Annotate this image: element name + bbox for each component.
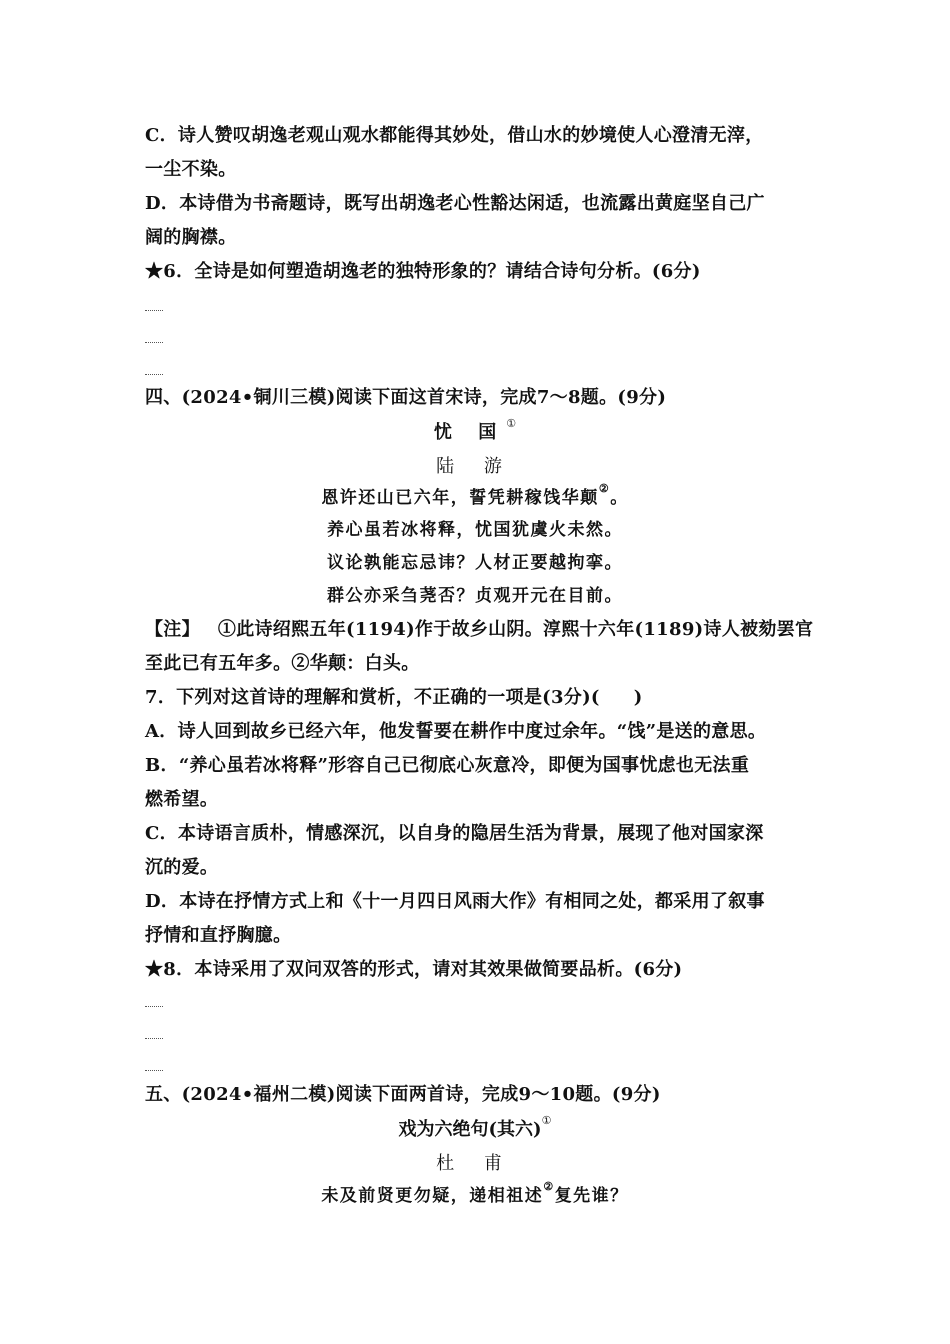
footnote-mark: ① xyxy=(506,417,517,430)
option-d-cont: 阔的胸襟。 xyxy=(145,227,237,248)
poem-line xyxy=(0,482,950,510)
question-7-text: 7．下列对这首诗的理解和赏析，不正确的一项是(3分)( xyxy=(145,687,600,708)
section-4-heading: 四、(2024•铜川三模)阅读下面这首宋诗，完成7～8题。(9分) xyxy=(145,387,667,408)
note-cont: 至此已有五年多。②华颠：白头。 xyxy=(145,653,420,674)
option-b-line: B．“养心虽若冰将释”形容自己已彻底心灰意冷，即便为国事忧虑也无法重 xyxy=(145,755,750,776)
poem-title: 忧 国 xyxy=(433,422,507,443)
answer-line[interactable] xyxy=(145,372,163,375)
answer-line[interactable] xyxy=(145,308,163,311)
poem-line-text: 群公亦采刍荛否？贞观开元在目前。 xyxy=(327,586,623,606)
poem-line-end: 。 xyxy=(610,488,629,508)
question-7-close: ) xyxy=(633,687,643,708)
poem-line-text: 养心虽若冰将释，忧国犹虞火未然。 xyxy=(327,520,623,540)
poem-title-block xyxy=(0,417,950,445)
poem-line-text: 恩许还山已六年，誓凭耕稼饯华颠 xyxy=(321,488,599,508)
answer-line[interactable] xyxy=(145,340,163,343)
option-c-cont: 一尘不染。 xyxy=(145,159,237,180)
poem-author-block xyxy=(0,455,950,479)
option-c-cont: 沉的爱。 xyxy=(145,857,219,878)
option-b-cont: 燃希望。 xyxy=(145,789,219,810)
poem-line-text: 未及前贤更勿疑，递相祖述 xyxy=(321,1186,544,1206)
footnote-mark: ② xyxy=(598,482,611,496)
question-7 xyxy=(145,686,813,710)
answer-line[interactable] xyxy=(145,1036,163,1039)
poem-line-text: 议论孰能忘忌讳？人材正要越拘挛。 xyxy=(327,553,623,573)
note-line xyxy=(145,618,813,642)
option-d-line: D．本诗借为书斋题诗，既写出胡逸老心性豁达闲适，也流露出黄庭坚自己广 xyxy=(145,193,765,214)
answer-line[interactable] xyxy=(145,1004,163,1007)
poem-line xyxy=(0,1180,950,1208)
question-8: ★8．本诗采用了双问双答的形式，请对其效果做简要品析。(6分) xyxy=(145,959,683,980)
option-a-line: A．诗人回到故乡已经六年，他发誓要在耕作中度过余年。“饯”是送的意思。 xyxy=(145,721,767,742)
answer-line[interactable] xyxy=(145,1068,163,1071)
poem-title-block xyxy=(0,1114,950,1142)
option-c-line: C．诗人赞叹胡逸老观山观水都能得其妙处，借山水的妙境使人心澄清无滓， xyxy=(145,125,764,146)
poem-line xyxy=(0,551,950,575)
poem-line xyxy=(0,584,950,608)
poem-author: 陆 游 xyxy=(436,456,514,477)
section-5-heading: 五、(2024•福州二模)阅读下面两首诗，完成9～10题。(9分) xyxy=(145,1084,661,1105)
option-d-line: D．本诗在抒情方式上和《十一月四日风雨大作》有相同之处，都采用了叙事 xyxy=(145,891,765,912)
note-label: 【注】 xyxy=(145,619,200,640)
option-d-cont: 抒情和直抒胸臆。 xyxy=(145,925,292,946)
poem-title: 戏为六绝句(其六) xyxy=(398,1119,542,1140)
note-text: ①此诗绍熙五年(1194)作于故乡山阴。淳熙十六年(1189)诗人被劾罢官 xyxy=(217,619,814,640)
poem-author-block xyxy=(0,1152,950,1176)
poem-author: 杜 甫 xyxy=(436,1153,514,1174)
option-c-line: C．本诗语言质朴，情感深沉，以自身的隐居生活为背景，展现了他对国家深 xyxy=(145,823,764,844)
question-6: ★6．全诗是如何塑造胡逸老的独特形象的？请结合诗句分析。(6分) xyxy=(145,261,701,282)
footnote-mark: ② xyxy=(543,1180,555,1194)
poem-line xyxy=(0,518,950,542)
footnote-mark: ① xyxy=(541,1114,552,1127)
poem-line-text: 复先谁？ xyxy=(554,1186,629,1206)
